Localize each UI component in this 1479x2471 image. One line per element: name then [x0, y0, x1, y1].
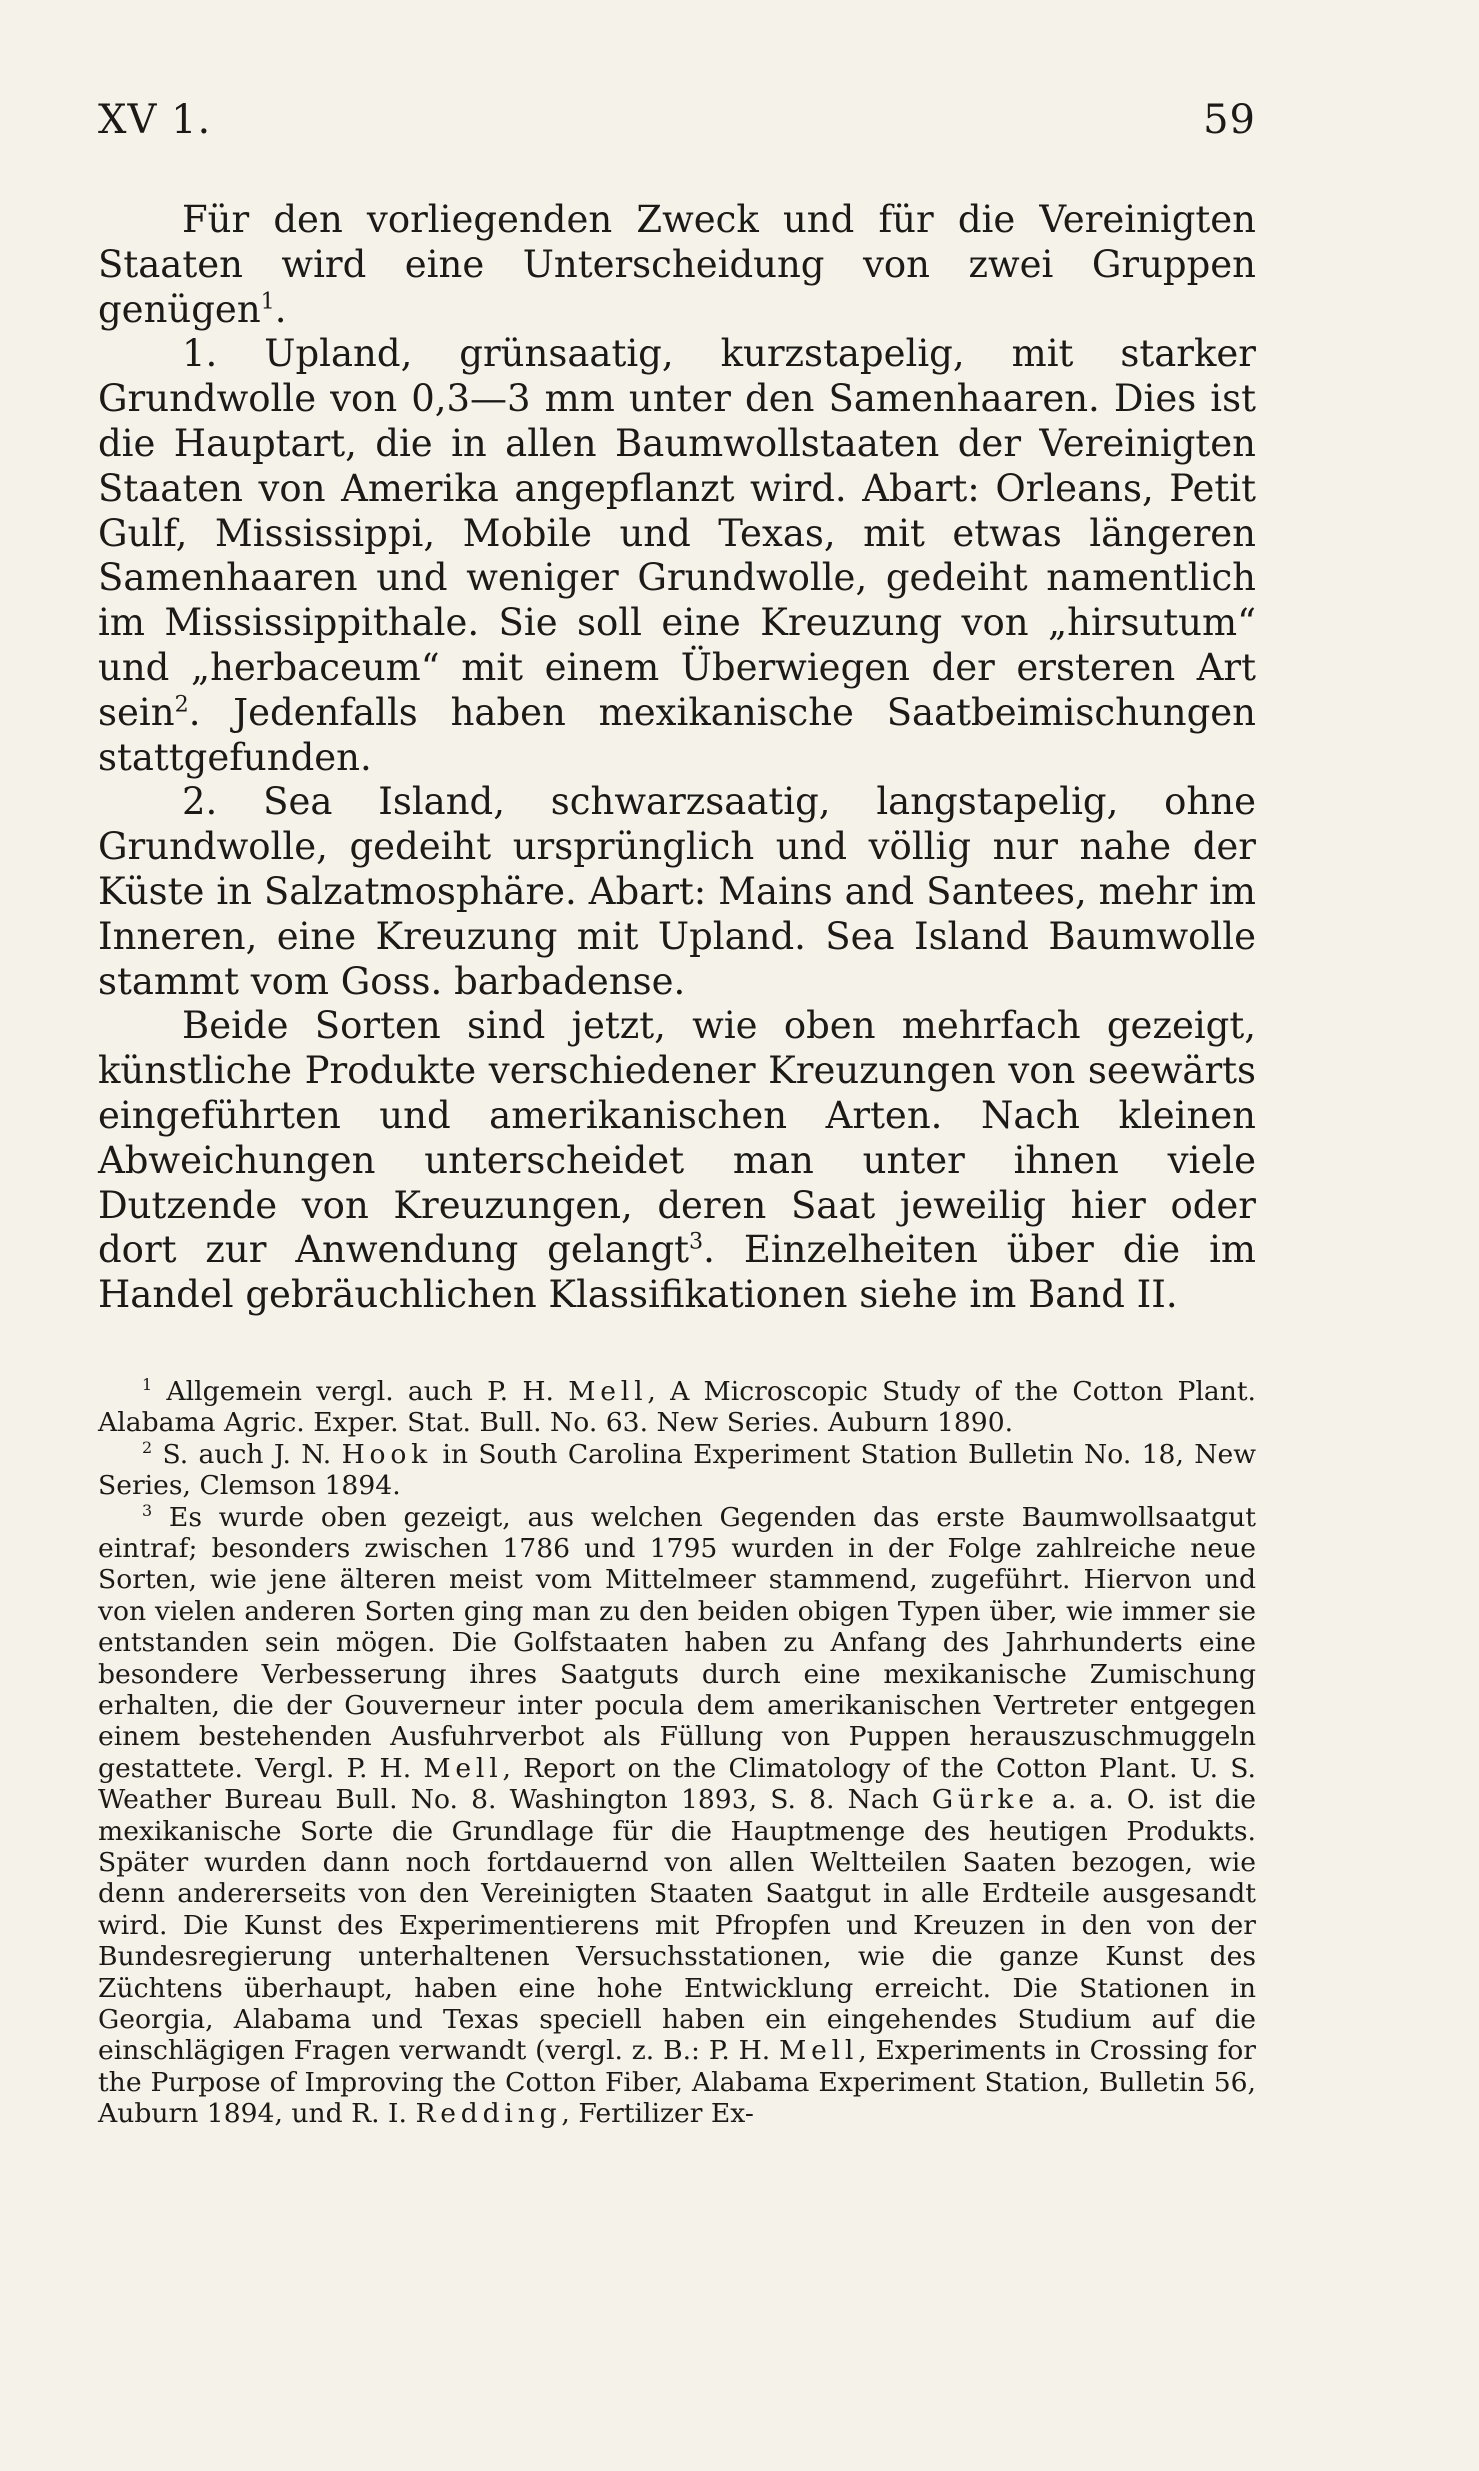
footnote-ref-2: 2	[174, 691, 189, 718]
footnotes	[98, 1376, 1256, 2130]
footnote-ref-3: 3	[689, 1229, 704, 1255]
paragraph-both-varieties: Beide Sorten sind jetzt, wie oben mehrfach gezeigt, künstliche Produkte verschiedener Kreuzungen von seewärts eingeführten und amerikanischen Arten. Nach kleinen Abweichungen unterscheidet man unter ihnen viele Dutzende von Kreuzungen, deren Saat jeweilig hier oder dort zur Anwendung gelangt$^3$. Einzelheiten über die im Handel gebräuchlichen Klassifikationen siehe im Band II.	[98, 1004, 1256, 1317]
page-number: 59	[1203, 97, 1256, 143]
footnote-3: $^3$ Es wurde oben gezeigt, aus welchen Gegenden das erste Baumwollsaatgut eintraf; besonders zwischen 1786 und 1795 wurden in der Folge zahlreiche neue Sorten, wie jene älteren meist vom Mittelmeer stammend, zugeführt. Hiervon und von vielen anderen Sorten ging man zu den beiden obigen Typen über, wie immer sie entstanden sein mögen. Die Golfstaaten haben zu Anfang des Jahrhunderts eine besondere Verbesserung ihres Saatguts durch eine mexikanische Zumischung erhalten, die der Gouverneur inter pocula dem amerikanischen Vertreter entgegen einem bestehenden Ausfuhrverbot als Füllung von Puppen herauszuschmuggeln gestattete. Vergl. P. H. Mell, Report on the Climatology of the Cotton Plant. U. S. Weather Bureau Bull. No. 8. Washington 1893, S. 8. Nach Gürke a. a. O. ist die mexikanische Sorte die Grundlage für die Hauptmenge des heutigen Produkts. Später wurden dann noch fortdauernd von allen Weltteilen Saaten bezogen, wie denn andererseits von den Vereinigten Staaten Saatgut in alle Erdteile ausgesandt wird. Die Kunst des Experimentierens mit Pfropfen und Kreuzen in den von der Bundesregierung unterhaltenen Versuchsstationen, wie die ganze Kunst des Züchtens überhaupt, haben eine hohe Entwicklung erreicht. Die Stationen in Georgia, Alabama und Texas speciell haben ein eingehendes Studium auf die einschlägigen Fragen verwandt (vergl. z. B.: P. H. Mell, Experiments in Crossing for the Purpose of Improving the Cotton Fiber, Alabama Experiment Station, Bulletin 56, Auburn 1894, und R. I. Redding, Fertilizer Ex-	[98, 1500, 1257, 2130]
footnote-1: $^1$ Allgemein vergl. auch P. H. Mell, A Microscopic Study of the Cotton Plant. Alabama Agric. Exper. Stat. Bull. No. 63. New Series. Auburn 1890.	[98, 1375, 1256, 1439]
footnote-2: $^2$ S. auch J. N. Hook in South Carolina Experiment Station Bulletin No. 18, New Series, Clemson 1894.	[98, 1437, 1256, 1502]
footnote-gap	[98, 1318, 1256, 1376]
paragraph-sea-island: 2. Sea Island, schwarzsaatig, langstapelig, ohne Grundwolle, gedeiht ursprünglich und völlig nur nahe der Küste in Salzatmosphäre. Abart: Mains and Santees, mehr im Inneren, eine Kreuzung mit Upland. Sea Island Baumwolle stammt vom Goss. barbadense.	[98, 780, 1256, 1003]
paragraph-upland: 1. Upland, grünsaatig, kurzstapelig, mit starker Grundwolle von 0,3—3 mm unter den Samenhaaren. Dies ist die Hauptart, die in allen Baumwollstaaten der Vereinigten Staaten von Amerika angepflanzt wird. Abart: Orleans, Petit Gulf, Mississippi, Mobile und Texas, mit etwas längeren Samenhaaren und weniger Grundwolle, gedeiht namentlich im Mississippithale. Sie soll eine Kreuzung von „hirsutum“ und „herbaceum“ mit einem Überwiegen der ersteren Art sein$^2$. Jedenfalls haben mexikanische Saatbeimischungen stattgefunden.	[98, 332, 1256, 779]
page	[98, 96, 1256, 2130]
header-section: XV 1.	[98, 97, 212, 143]
paragraph-intro: Für den vorliegenden Zweck und für die Vereinigten Staaten wird eine Unterscheidung von zwei Gruppen genügen$^1$.	[98, 198, 1256, 331]
footnote-ref-1: 1	[260, 288, 275, 315]
running-header	[98, 96, 1256, 154]
main-text	[98, 198, 1256, 1318]
